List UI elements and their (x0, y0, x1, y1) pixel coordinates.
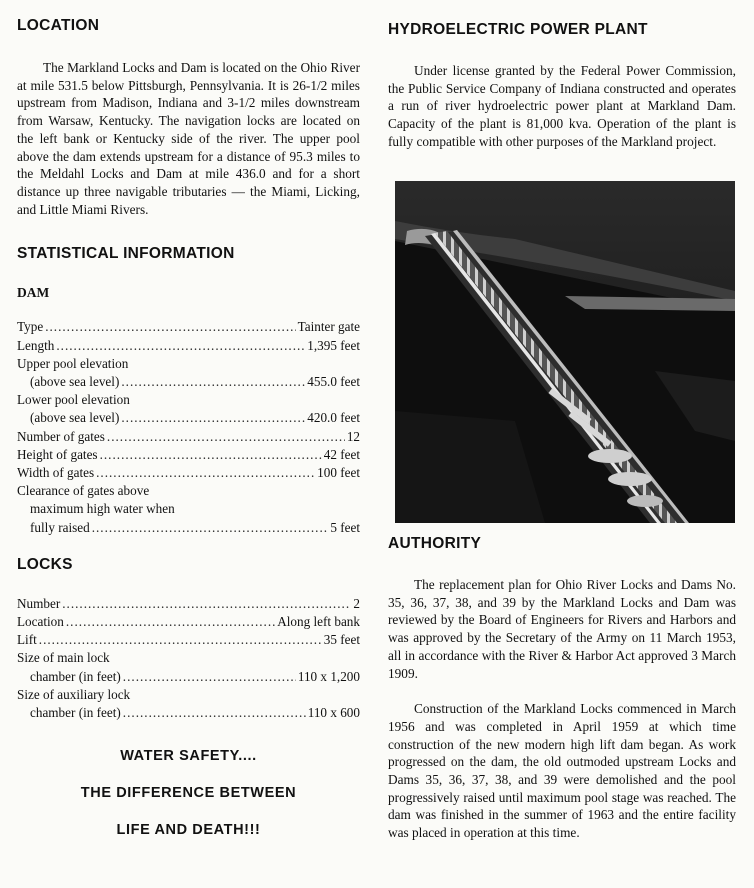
locks-heading: LOCKS (17, 555, 73, 573)
authority-section (388, 534, 736, 842)
location-heading: LOCATION (17, 17, 100, 34)
dam-heading: DAM (17, 285, 50, 301)
gates-height-row: Height of gates ..... 42 feet (17, 446, 360, 464)
locks-lift-row: Lift ..... 35 feet (17, 631, 360, 649)
safety-line-2: THE DIFFERENCE BETWEEN (80, 784, 297, 801)
locks-location-row: Location ..... Along left bank (17, 613, 360, 631)
clearance-label-2: maximum high water when (30, 501, 175, 517)
authority-paragraph-1: The replacement plan for Ohio River Locks and Dams No. 35, 36, 37, 38, and 39 by the Markland Locks and Dam was reviewed by the Board of Engineers for Rivers and Harbors and was approved by the Secretary of the Army on 11 March 1953, all in accordance with the River & Harbor Act approved 3 March 1909. (388, 577, 736, 681)
safety-line-3: LIFE AND DEATH!!! (116, 821, 261, 838)
gates-number-row: Number of gates ..... 12 (17, 428, 360, 446)
locks-stats (17, 595, 360, 722)
location-paragraph: The Markland Locks and Dam is located on the Ohio River at mile 531.5 below Pittsburgh, Pennsylvania. It is 26-1/2 miles upstream from Madison, Indiana and 3-1/2 miles downstream from Warsaw, Kentucky. The navigation locks are located on the left bank or Kentucky side of the river. The upper pool above the dam extends upstream for a distance of 95.3 miles to the Meldahl Locks and Dam at mile 436.0 and for a short distance up three navigable tributaries — the Miami, Licking, and Little Miami Rivers. (17, 60, 360, 217)
authority-heading: AUTHORITY (388, 535, 482, 552)
statistical-heading: STATISTICAL INFORMATION (17, 245, 235, 263)
lower-pool-label: Lower pool elevation (17, 392, 130, 408)
right-column (388, 20, 736, 151)
safety-line-1: WATER SAFETY.... (120, 748, 257, 765)
dam-stats (17, 318, 360, 536)
water-safety-slogan (17, 748, 360, 839)
clearance-row: fully raised ..... 5 feet (17, 519, 360, 537)
main-lock-label: Size of main lock (17, 650, 110, 666)
dam-photo-image (395, 181, 735, 523)
gates-width-row: Width of gates ..... 100 feet (17, 464, 360, 482)
lower-pool-row: (above sea level) ..... 420.0 feet (17, 409, 360, 427)
aux-lock-label: Size of auxiliary lock (17, 686, 131, 702)
hydro-paragraph: Under license granted by the Federal Power Commission, the Public Service Company of Indiana constructed and operates a run of river hydroelectric power plant at Markland Dam. Capacity of the plant is 81,000 kva. Operation of the plant is fully compatible with other purposes of the Markland project. (388, 63, 736, 149)
dam-type-row: Type ..... Tainter gate (17, 318, 360, 336)
dam-length-row: Length ..... 1,395 feet (17, 337, 360, 355)
aux-lock-row: chamber (in feet) ..... 110 x 600 (17, 704, 360, 722)
upper-pool-row: (above sea level) ..... 455.0 feet (17, 373, 360, 391)
upper-pool-label: Upper pool elevation (17, 355, 129, 371)
left-column (17, 16, 360, 839)
clearance-label-1: Clearance of gates above (17, 483, 150, 499)
authority-paragraph-2: Construction of the Markland Locks commenced in March 1956 and was completed in April 1959 at which time construction of the new modern high lift dam began. As work progressed on the dam, the old outmoded upstream Locks and Dams 35, 36, 37, 38, and 39 were demolished and the pool progressively raised until maximum pool stage was reached. The dam was finished in the summer of 1963 and the entire facility was placed in operation at this time. (388, 701, 736, 841)
dam-aerial-photo (395, 181, 735, 523)
hydro-heading: HYDROELECTRIC POWER PLANT (388, 21, 648, 38)
locks-number-row: Number ..... 2 (17, 595, 360, 613)
main-lock-row: chamber (in feet) ..... 110 x 1,200 (17, 668, 360, 686)
